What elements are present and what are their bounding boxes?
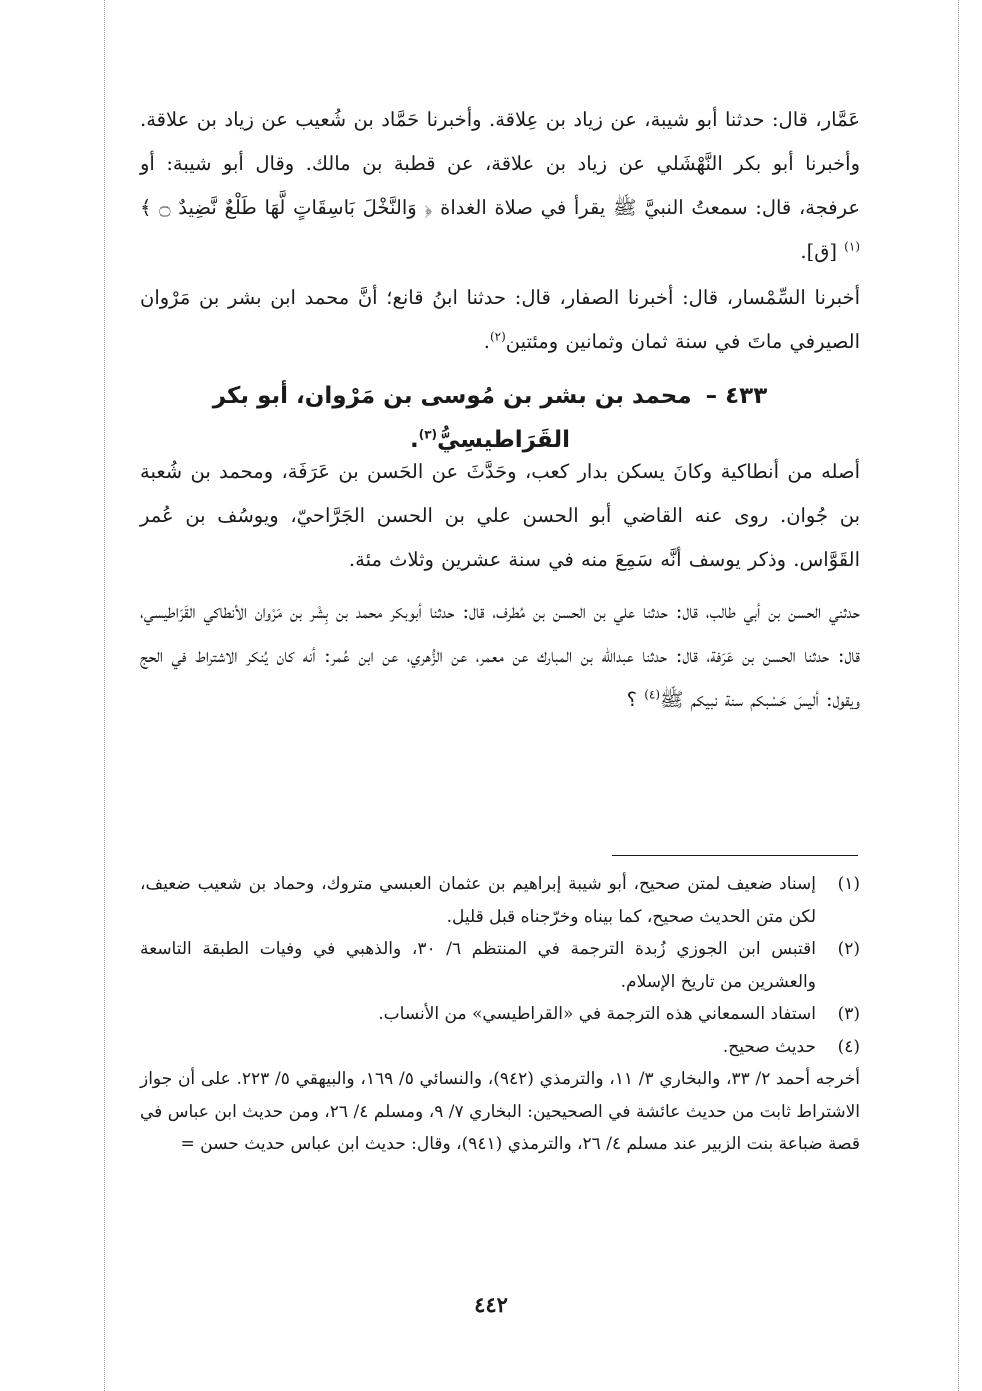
top-paragraph-2 [140, 276, 860, 364]
footnote-4-text: حديث صحيح. [722, 1036, 816, 1057]
footnote-1-text: إسناد ضعيف لمتن صحيح، أبو شيبة إبراهيم بن عثمان العبسي متروك، وحماد بن شعيب ضعيف، لكن متن الحديث صحيح، كما بيناه وخرّجناه قبل قليل. [140, 874, 816, 927]
entry-title: محمد بن بشر بن مُوسى بن مَرْوان، أبو بكر القَرَاطيسِيُّ [212, 383, 692, 453]
top-paragraph-2-tail: . [483, 330, 490, 353]
surah-reference: [ق]. [800, 240, 845, 263]
top-paragraph-1-text: عَمَّار، قال: حدثنا أبو شيبة، عن زياد بن عِلاقة. وأخبرنا حَمَّاد بن شُعيب عن زياد بن علاقة. وأخبرنا أبو بكر النَّهْشَلي عن زياد بن علاقة، عن قطبة بن مالك. وقال أبو شيبة: أو عرفجة، قال: سمعتُ النبيَّ ﷺ يقرأ في صلاة الغداة [140, 108, 861, 219]
top-section [140, 98, 860, 364]
footnotes [140, 868, 860, 1161]
footnote-1 [140, 868, 860, 933]
quran-verse: ﴿ وَالنَّخْلَ بَاسِقَاتٍ لَّهَا طَلْعٌ نَّضِيدٌ ۝ ﴾ [140, 196, 433, 219]
entry-number: ٤٣٣ – [705, 383, 768, 409]
footnote-ref-4: (٤) [644, 687, 661, 702]
footnote-3-mark: (٣) [837, 1004, 860, 1024]
main-paragraph-2 [140, 590, 860, 722]
footnote-ref-2: (٢) [489, 329, 506, 344]
footnote-4-mark: (٤) [837, 1036, 860, 1057]
footnote-ref-1: (١) [844, 239, 860, 254]
footnote-1-mark: (١) [837, 874, 860, 894]
main-paragraph-2-text: حدثني الحسن بن أبي طالب، قال: حدثنا علي بن الحسن بن مُطرف، قال: حدثنا أبوبكر محمد بن بِشْر بن مَرْوان الأنطاكي القَرَاطيسي، قال: حدثنا الحسن بن عَرَفة، قال: حدثنا عبدالله بن المبارك عن معمر، عن الزُّهري، عن ابن عُمر: أنه كان يُنكر الاشتراط في الحج ويقول: أليسَ حَسْبكم سنة نبيكم ﷺ [140, 600, 860, 711]
footnote-4-continuation: أخرجه أحمد ٢/ ٣٣، والبخاري ٣/ ١١، والترمذي (٩٤٢)، والنسائي ٥/ ١٦٩، والبيهقي ٥/ ٢٢٣. على أن جواز الاشتراط ثابت من حديث عائشة في الصحيحين: البخاري ٧/ ٩، ومسلم ٤/ ٢٦، ومن حديث ابن عباس في قصة ضباعة بنت الزبير عند مسلم ٤/ ٢٦، والترمذي (٩٤١)، وقال: حديث ابن عباس حديث حسن = [140, 1069, 860, 1154]
footnote-3 [140, 998, 860, 1031]
entry-heading [140, 374, 840, 462]
footnote-2 [140, 933, 860, 998]
footnote-separator [612, 855, 858, 856]
right-margin-guide [958, 0, 959, 1391]
left-margin-guide [104, 0, 105, 1391]
footnote-2-mark: (٢) [837, 939, 860, 959]
footnote-4 [140, 1031, 860, 1064]
page-number: ٤٤٢ [474, 1292, 508, 1317]
main-paragraph-1: أصله من أنطاكية وكانَ يسكن بدار كعب، وحَدَّثَ عن الحَسن بن عَرَفَة، ومحمد بن شُعبة بن جُوان. روى عنه القاضي أبو الحسن علي بن الحسن الجَرَّاحيّ، ويوسُف بن عُمر القَوَّاس. وذكر يوسف أنَّه سَمِعَ منه في سنة عشرين وثلاث مئة. [140, 460, 860, 571]
top-paragraph-1 [140, 98, 860, 274]
entry-title-tail: . [409, 427, 419, 453]
footnote-3-text: استفاد السمعاني هذه الترجمة في «القراطيسي» من الأنساب. [378, 1004, 816, 1024]
footnote-2-text: اقتبس ابن الجوزي زُبدة الترجمة في المنتظم ٦/ ٣٠، والذهبي في وفيات الطبقة التاسعة والعشرين من تاريخ الإسلام. [140, 939, 816, 992]
top-paragraph-2-text: أخبرنا السِّمْسار، قال: أخبرنا الصفار، قال: حدثنا ابنُ قانع؛ أنَّ محمد ابن بشر بن مَرْوان الصيرفي ماتَ في سنة ثمان وثمانين ومئتين [140, 286, 860, 353]
main-section [140, 450, 860, 722]
footnote-ref-3: (٣) [418, 427, 438, 442]
main-paragraph-2-tail: ؟ [626, 688, 637, 711]
